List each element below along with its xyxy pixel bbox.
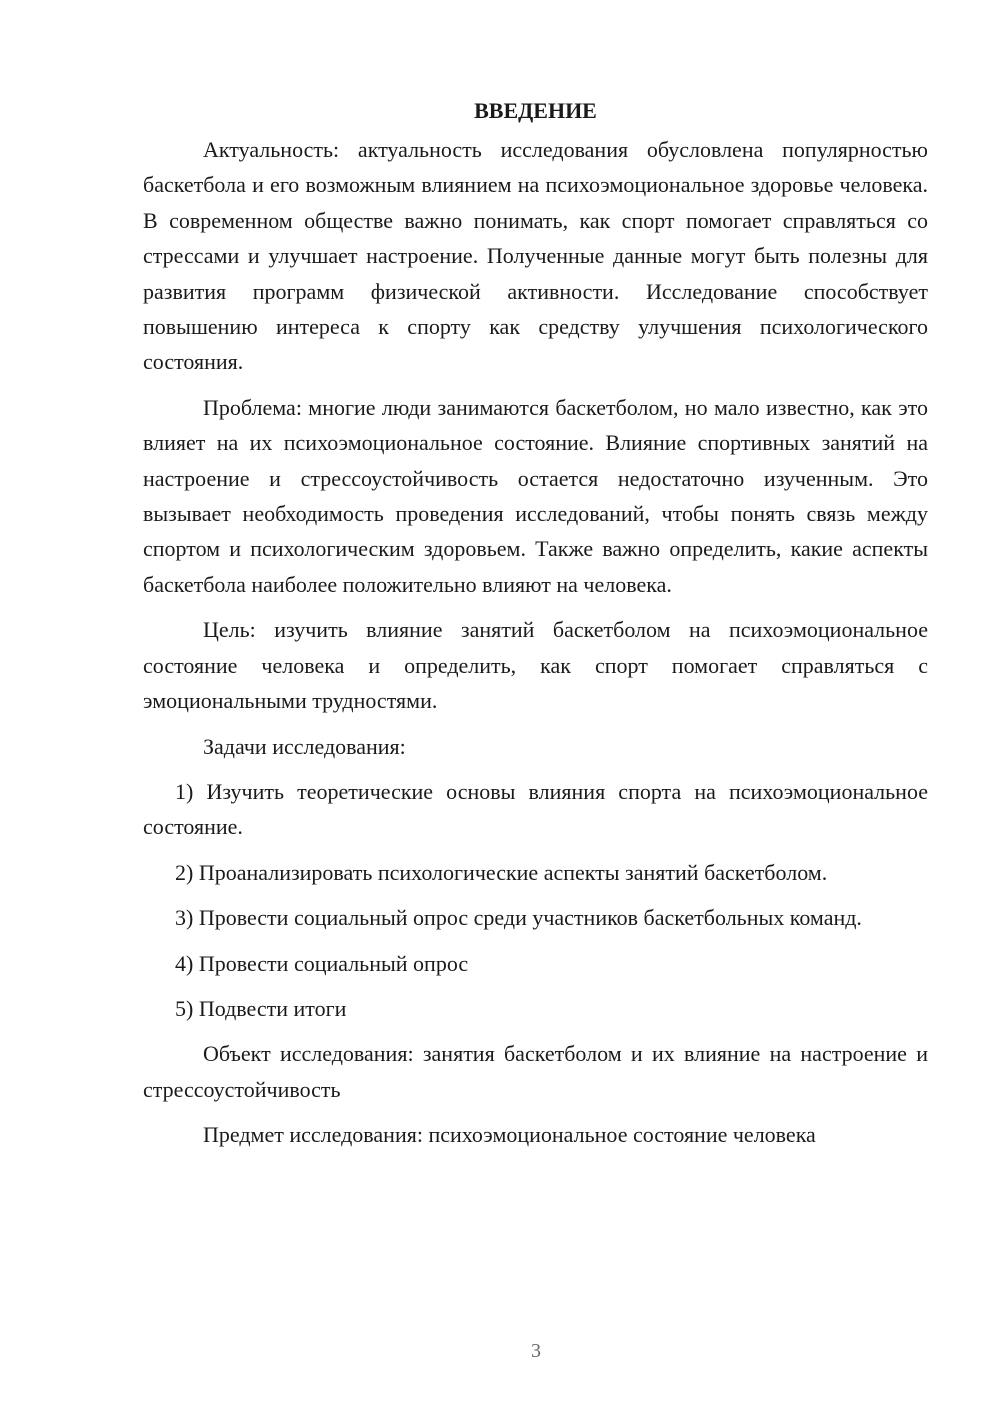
section-title: ВВЕДЕНИЕ	[474, 98, 597, 123]
tasks-list	[143, 774, 928, 1026]
page-number: 3	[531, 1340, 541, 1362]
problem-paragraph: Проблема: многие люди занимаются баскетболом, но мало известно, как это влияет на их психоэмоциональное состояние. Влияние спортивных занятий на настроение и стрессоустойчивость остается недостаточно изученным. Это вызывает необходимость проведения исследований, чтобы понять связь между спортом и психологическим здоровьем. Также важно определить, какие аспекты баскетбола наиболее положительно влияют на человека.	[143, 394, 928, 597]
task-item: 5) Подвести итоги	[175, 995, 347, 1021]
task-item: 1) Изучить теоретические основы влияния спорта на психоэмоциональное состояние.	[143, 778, 928, 840]
tasks-heading: Задачи исследования:	[203, 733, 406, 759]
subject-paragraph: Предмет исследования: психоэмоциональное состояние человека	[203, 1122, 816, 1148]
goal-paragraph: Цель: изучить влияние занятий баскетболом на психоэмоциональное состояние человека и определить, как спорт помогает справляться с эмоциональными трудностями.	[143, 617, 928, 714]
object-paragraph: Объект исследования: занятия баскетболом и их влияние на настроение и стрессоустойчивость	[143, 1041, 928, 1102]
task-item: 3) Провести социальный опрос среди участников баскетбольных команд.	[175, 905, 862, 931]
task-item: 2) Проанализировать психологические аспекты занятий баскетболом.	[175, 859, 828, 885]
relevance-paragraph: Актуальность: актуальность исследования обусловлена популярностью баскетбола и его возможным влиянием на психоэмоциональное здоровье человека. В современном обществе важно понимать, как спорт помогает справляться со стрессами и улучшает настроение. Полученные данные могут быть полезны для развития программ физической активности. Исследование способствует повышению интереса к спорту как средству улучшения психологического состояния.	[143, 137, 928, 375]
task-item: 4) Провести социальный опрос	[175, 950, 469, 976]
